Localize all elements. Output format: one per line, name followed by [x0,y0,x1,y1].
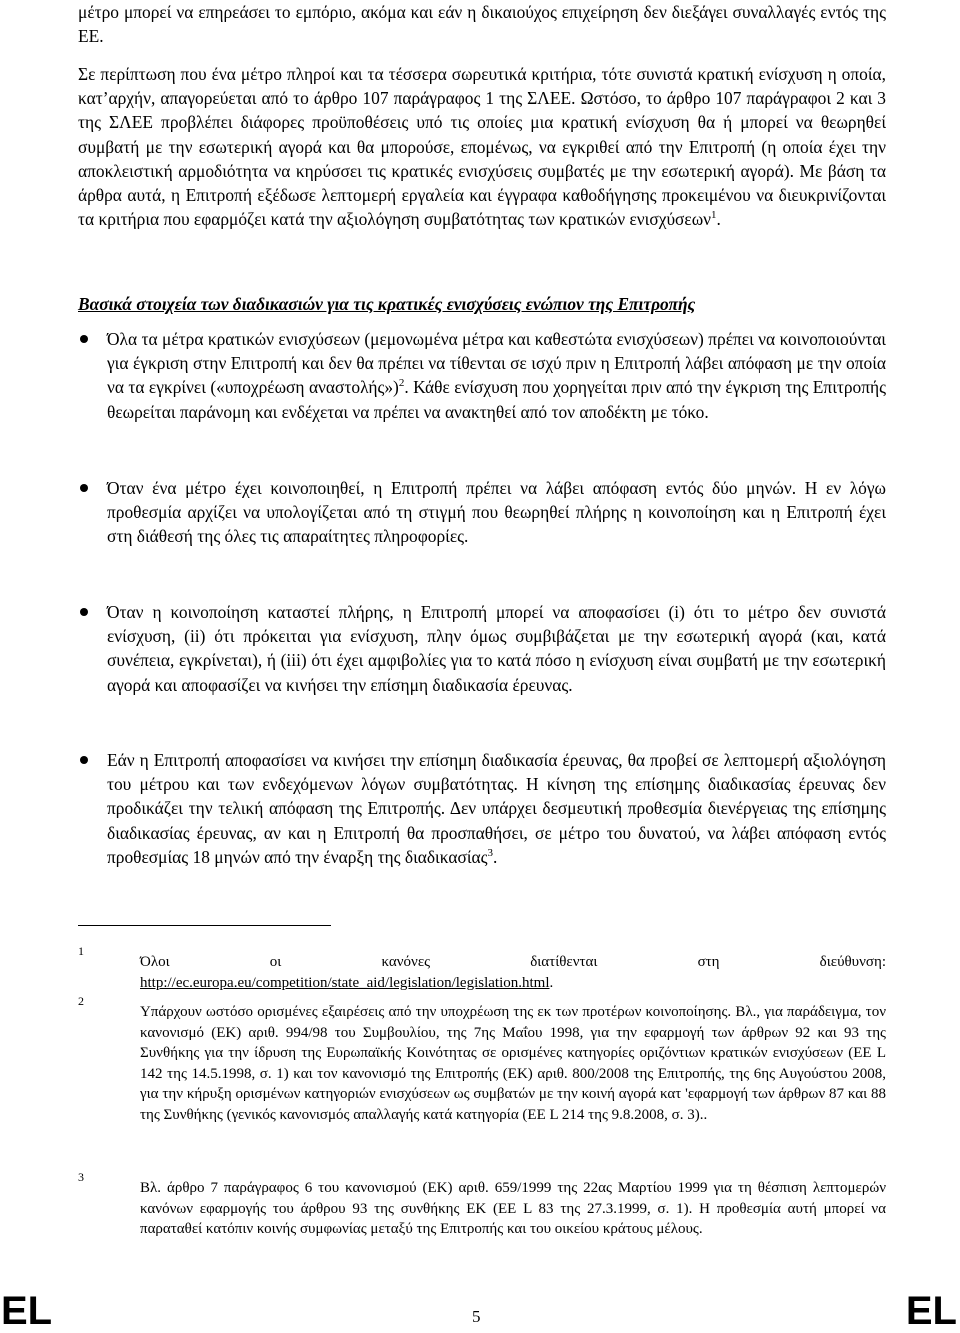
bullet-1-text [107,327,886,424]
legislation-link[interactable]: http://ec.europa.eu/competition/state_aid/legislation/legislation.html [140,974,550,991]
bullet-3-text: Όταν η κοινοποίηση καταστεί πλήρης, η Επιτροπή μπορεί να αποφασίσει (i) ότι το μέτρο δεν συνιστά ενίσχυση, (ii) ότι πρόκειται για ενίσχυση, πλην όμως συμβιβάζεται με την εσωτερική αγορά (και, κατά συνέπεια, εγκρίνεται), ή (iii) ότι έχει αμφιβολίες για το κατά πόσο η ενίσχυση είναι συμβατή με την εσωτερική αγορά και αποφασίζει να κινήσει την επίσημη διαδικασία έρευνας. [107,602,886,695]
bullet-dot-icon [80,756,88,764]
bullet-dot-icon [80,608,88,616]
paragraph-2-text: Σε περίπτωση που ένα μέτρο πληροί και τα τέσσερα σωρευτικά κριτήρια, τότε συνιστά κρατική ενίσχυση η οποία, κατ’αρχήν, απαγορεύεται από το άρθρο 107 παράγραφος 1 της ΣΛΕΕ. Ωστόσο, το άρθρο 107 παράγραφοι 2 και 3 της ΣΛΕΕ προβλέπει διάφορες προϋποθέσεις υπό τις οποίες μια κρατική ενίσχυση θα ή μπορεί να θεωρηθεί συμβατή με την εσωτερική αγορά και θα μπορούσε, επομένως, να εγκριθεί από την Επιτροπή (η οποία έχει την αποκλειστική αρμοδιότητα να κηρύσσει τις κρατικές ενισχύσεις συμβατές με την εσωτερική αγορά). Με βάση τα άρθρα αυτά, η Επιτροπή εξέδωσε λεπτομερή εργαλεία και έγγραφα καθοδήγησης προκειμένου να διευκρινίζονται τα κριτήρια που εφαρμόζει κατά την αξιολόγηση συμβατότητας των κρατικών ενισχύσεων [78,64,886,230]
section-heading: Βασικά στοιχεία των διαδικασιών για τις κρατικές ενισχύσεις ενώπιον της Επιτροπής [78,294,696,314]
bullet-dot-icon [80,484,88,492]
footnote-1-number: 1 [78,944,84,958]
bullet-4-end: . [493,846,498,867]
footnote-ref-1[interactable]: 1 [711,209,717,222]
paragraph-2-end: . [716,209,721,230]
bullet-4-text [107,748,886,869]
footnote-ref-2[interactable]: 2 [398,377,405,390]
paragraph-2 [78,62,886,231]
page-number: 5 [472,1307,481,1326]
bullet-1-part-a: Όλα τα μέτρα κρατικών ενισχύσεων (μεμονωμένα μέτρα και καθεστώτα ενισχύσεων) πρέπει να κοινοποιούνται για έγκριση στην Επιτροπή και δεν θα πρέπει να τίθενται σε ισχύ πριν η Επιτροπή λάβει απόφαση με την οποία να τα εγκρίνει («υποχρέωση αναστολής») [107,329,886,398]
bullet-dot-icon [80,335,88,343]
footnote-1-line2 [140,973,886,994]
language-code-right: EL [905,1289,957,1333]
footnote-1-text [140,952,886,993]
bullet-4-part-a: Εάν η Επιτροπή αποφασίσει να κινήσει την επίσημη διαδικασία έρευνας, θα προβεί σε λεπτομερή αξιολόγηση του μέτρου και των ενδεχόμενων λόγων συμβατότητας. Η κίνηση της επίσημης διαδικασίας έρευνας δεν προδικάζει την τελική απόφαση της Επιτροπής. Δεν υπάρχει δεσμευτική προθεσμία διενέργειας της επίσημης διαδικασίας έρευνας, αν και η Επιτροπή θα προσπαθήσει, σε μέτρο του δυνατού, να λάβει απόφαση εντός προθεσμίας 18 μηνών από την έναρξη της διαδικασίας [107,750,886,867]
footnote-ref-3[interactable]: 3 [487,847,494,860]
footnote-2-number: 2 [78,994,84,1008]
footnote-2-text: Υπάρχουν ωστόσο ορισμένες εξαιρέσεις από την υποχρέωση της εκ των προτέρων κοινοποίησης. Βλ., για παράδειγμα, τον κανονισμό (ΕΚ) αριθ. 994/98 του Συμβουλίου, της 7ης Μαΐου 1998, για την εφαρμογή των άρθρων 92 και 93 της Συνθήκης για την ίδρυση της Ευρωπαϊκής Κοινότητας σε ορισμένες κατηγορίες οριζόντιων κρατικών ενισχύσεων (ΕΕ L 142 της 14.5.1998, σ. 1) και τον κανονισμό της Επιτροπής (ΕΚ) αριθ. 800/2008 της Επιτροπής, της 6ης Αυγούστου 2008, για την κήρυξη ορισμένων κατηγοριών ενισχύσεων ως συμβατών με την κοινή αγορά κατ 'εφαρμογή των άρθρων 87 και 88 της Συνθήκης (γενικός κανονισμός απαλλαγής κατά κατηγορία (ΕΕ L 214 της 9.8.2008, σ. 3).. [140,1004,886,1123]
footnote-1-label: Όλοι οι κανόνες διατίθενται στη διεύθυνση: [140,954,886,970]
footnote-1-end: . [549,974,554,991]
footnote-3-text: Βλ. άρθρο 7 παράγραφος 6 του κανονισμού (ΕΚ) αριθ. 659/1999 της 22ας Μαρτίου 1999 για τη θέσπιση λεπτομερών κανόνων εφαρμογής του άρθρου 93 της συνθήκης ΕΚ (ΕΕ L 83 της 27.3.1999, σ. 1). Η προθεσμία αυτή μπορεί να παραταθεί κατόπιν κοινής συμφωνίας μεταξύ της Επιτροπής και του οικείου κράτους μέλους. [140,1180,886,1238]
bullet-2-text: Όταν ένα μέτρο έχει κοινοποιηθεί, η Επιτροπή πρέπει να λάβει απόφαση εντός δύο μηνών. Η εν λόγω προθεσμία αρχίζει να υπολογίζεται από τη στιγμή που θεωρηθεί πλήρης η κοινοποίηση και η Επιτροπή έχει στη διάθεσή της όλες τις απαραίτητες πληροφορίες. [107,478,886,547]
bullet-1-part-b: . Κάθε ενίσχυση που χορηγείται πριν από την έγκριση της Επιτροπής θεωρείται παράνομη και ενδέχεται να πρέπει να ανακτηθεί από τον αποδέκτη με τόκο. [107,377,887,422]
footnote-separator [78,925,331,926]
footnote-3-number: 3 [78,1170,84,1184]
paragraph-1: μέτρο μπορεί να επηρεάσει το εμπόριο, ακόμα και εάν η δικαιούχος επιχείρηση δεν διεξάγει συναλλαγές εντός της ΕΕ. [78,2,886,47]
language-code-left: EL [1,1289,53,1333]
